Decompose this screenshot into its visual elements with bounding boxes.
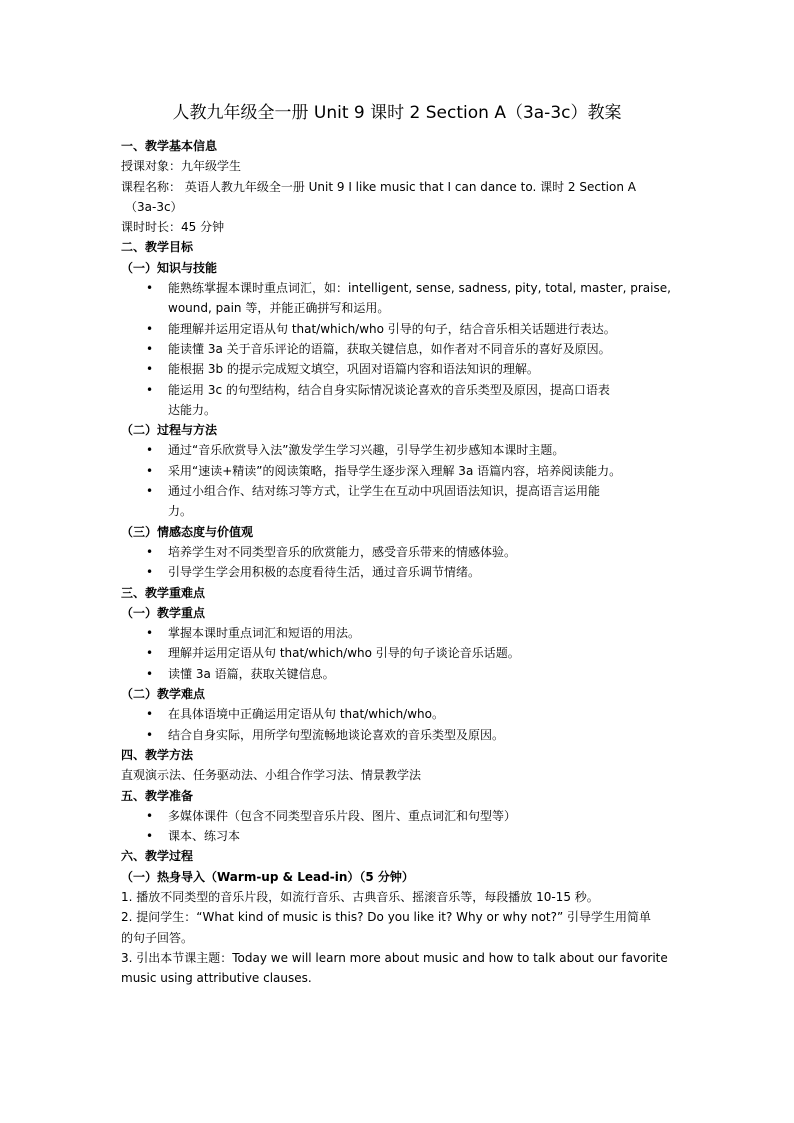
line-text: 1. 播放不同类型的音乐片段，如流行音乐、古典音乐、摇滚音乐等，每段播放 10-15 秒。: [121, 889, 599, 904]
bullet-item-continuation: [121, 298, 691, 318]
line-text: 六、教学过程: [121, 849, 194, 864]
bullet-icon: •: [146, 565, 154, 580]
bullet-icon: •: [146, 544, 154, 559]
bullet-icon: •: [146, 321, 154, 336]
bullet-item: [121, 481, 691, 501]
bullet-icon: •: [146, 362, 154, 377]
section-heading: [121, 583, 691, 603]
section-heading: [121, 603, 691, 623]
line-text: （二）过程与方法: [121, 423, 218, 438]
bullet-item: [121, 339, 691, 359]
line-text: 五、教学准备: [121, 788, 194, 803]
bullet-item: [121, 806, 691, 826]
paragraph-line: [121, 197, 691, 217]
bullet-item: [121, 643, 691, 663]
line-text: 课程名称： 英语人教九年级全一册 Unit 9 I like music that I can dance to. 课时 2 Section A: [121, 179, 636, 194]
bullet-item-continuation: [121, 400, 691, 420]
line-text: 直观演示法、任务驱动法、小组合作学习法、情景教学法: [121, 768, 422, 783]
line-text: 课时时长：45 分钟: [121, 220, 225, 235]
bullet-icon: •: [146, 463, 154, 478]
line-text: 达能力。: [168, 402, 217, 417]
line-text: 在具体语境中正确运用定语从句 that/which/who。: [168, 707, 444, 722]
line-text: 能根据 3b 的提示完成短文填空，巩固对语篇内容和语法知识的理解。: [168, 362, 539, 377]
bullet-icon: •: [146, 484, 154, 499]
bullet-icon: •: [146, 382, 154, 397]
line-text: 多媒体课件（包含不同类型音乐片段、图片、重点词汇和句型等）: [168, 808, 517, 823]
line-text: 能熟练掌握本课时重点词汇，如：intelligent, sense, sadness, pity, total, master, praise,: [168, 281, 671, 296]
paragraph-line: [121, 948, 691, 968]
bullet-icon: •: [146, 626, 154, 641]
bullet-icon: •: [146, 443, 154, 458]
bullet-item: [121, 704, 691, 724]
line-text: 能运用 3c 的句型结构，结合自身实际情况谈论喜欢的音乐类型及原因，提高口语表: [168, 382, 610, 397]
paragraph-line: [121, 968, 691, 988]
paragraph-line: [121, 177, 691, 197]
line-text: 课本、练习本: [168, 829, 241, 844]
line-text: 三、教学重难点: [121, 585, 206, 600]
paragraph-line: [121, 928, 691, 948]
line-text: （二）教学难点: [121, 687, 206, 702]
line-text: 一、教学基本信息: [121, 139, 218, 153]
line-text: 通过“音乐欣赏导入法”激发学生学习兴趣，引导学生初步感知本课时主题。: [168, 443, 565, 458]
paragraph-line: [121, 156, 691, 176]
bullet-icon: •: [146, 829, 154, 844]
section-heading: [121, 237, 691, 257]
line-text: 的句子回答。: [121, 930, 194, 945]
line-text: 掌握本课时重点词汇和短语的用法。: [168, 626, 361, 641]
bullet-item: [121, 623, 691, 643]
line-text: 结合自身实际，用所学句型流畅地谈论喜欢的音乐类型及原因。: [168, 727, 505, 742]
paragraph-line: [121, 887, 691, 907]
bullet-item: [121, 319, 691, 339]
section-heading: [121, 684, 691, 704]
line-text: （一）教学重点: [121, 605, 206, 620]
section-heading: [121, 786, 691, 806]
line-text: 采用“速读+精读”的阅读策略，指导学生逐步深入理解 3a 语篇内容，培养阅读能力。: [168, 463, 622, 478]
line-text: 培养学生对不同类型音乐的欣赏能力，感受音乐带来的情感体验。: [168, 544, 517, 559]
bullet-item: [121, 826, 691, 846]
section-heading: [121, 867, 691, 887]
line-text: 通过小组合作、结对练习等方式，让学生在互动中巩固语法知识，提高语言运用能: [168, 484, 601, 499]
paragraph-line: [121, 765, 691, 785]
bullet-item: [121, 562, 691, 582]
bullet-icon: •: [146, 646, 154, 661]
bullet-icon: •: [146, 666, 154, 681]
section-heading: [121, 420, 691, 440]
line-text: （3a-3c）: [125, 199, 183, 214]
line-text: 二、教学目标: [121, 240, 194, 255]
line-text: 力。: [168, 504, 193, 519]
line-text: 能读懂 3a 关于音乐评论的语篇，获取关键信息，如作者对不同音乐的喜好及原因。: [168, 341, 611, 356]
line-text: （一）知识与技能: [121, 260, 218, 275]
bullet-icon: •: [146, 727, 154, 742]
section-heading: [121, 846, 691, 866]
bullet-item: [121, 278, 691, 298]
bullet-item: [121, 461, 691, 481]
section-heading: [121, 136, 691, 156]
line-text: 能理解并运用定语从句 that/which/who 引导的句子，结合音乐相关话题进行表达。: [168, 321, 616, 336]
line-text: （一）热身导入（Warm-up & Lead-in）（5 分钟）: [121, 869, 414, 884]
paragraph-line: [121, 907, 691, 927]
bullet-item: [121, 359, 691, 379]
section-heading: [121, 258, 691, 278]
line-text: 引导学生学会用积极的态度看待生活，通过音乐调节情绪。: [168, 565, 481, 580]
bullet-icon: •: [146, 341, 154, 356]
line-text: 读懂 3a 语篇，获取关键信息。: [168, 666, 335, 681]
bullet-icon: •: [146, 281, 154, 296]
line-text: （三）情感态度与价值观: [121, 524, 254, 539]
bullet-item: [121, 542, 691, 562]
document-body: [121, 136, 691, 988]
bullet-item: [121, 380, 691, 400]
line-text: wound, pain 等，并能正确拼写和运用。: [168, 301, 390, 316]
bullet-item-continuation: [121, 501, 691, 521]
line-text: 四、教学方法: [121, 747, 194, 762]
bullet-icon: •: [146, 707, 154, 722]
paragraph-line: [121, 217, 691, 237]
section-heading: [121, 522, 691, 542]
bullet-item: [121, 440, 691, 460]
bullet-icon: •: [146, 808, 154, 823]
bullet-item: [121, 664, 691, 684]
line-text: 理解并运用定语从句 that/which/who 引导的句子谈论音乐话题。: [168, 646, 520, 661]
document-title: 人教九年级全一册 Unit 9 课时 2 Section A（3a-3c）教案: [172, 103, 622, 123]
line-text: 2. 提问学生：“What kind of music is this? Do you like it? Why or why not?” 引导学生用简单: [121, 910, 652, 925]
line-text: 3. 引出本节课主题：Today we will learn more about music and how to talk about our favorite: [121, 950, 668, 965]
section-heading: [121, 745, 691, 765]
line-text: music using attributive clauses.: [121, 971, 312, 986]
line-text: 授课对象：九年级学生: [121, 159, 242, 174]
bullet-item: [121, 725, 691, 745]
